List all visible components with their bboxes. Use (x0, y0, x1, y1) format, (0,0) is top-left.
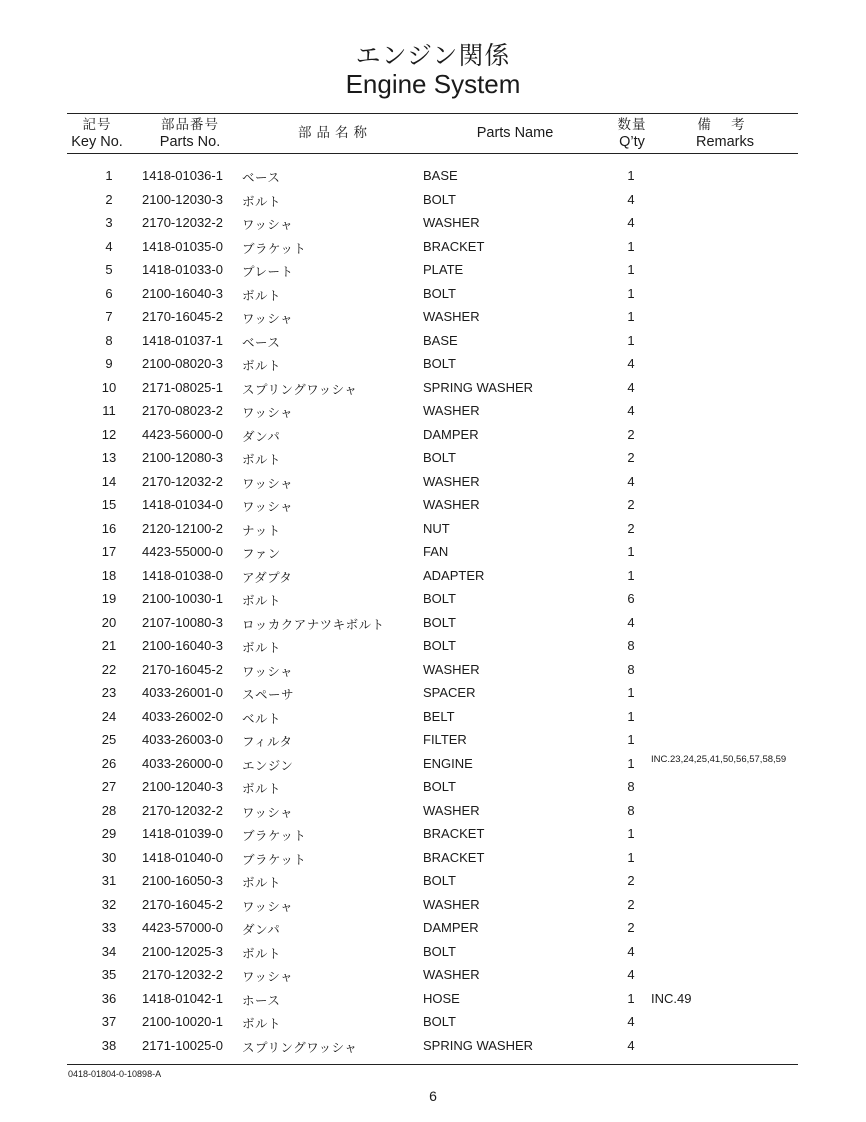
part-name-en: WASHER (423, 967, 480, 982)
part-name-en: WASHER (423, 802, 480, 818)
key-no: 26 (101, 755, 117, 771)
parts-no: 2100-16040-3 (142, 638, 223, 653)
parts-no: 2100-12040-3 (142, 779, 223, 794)
table-row (67, 846, 798, 870)
part-name-jp: ワッシャ (242, 969, 294, 984)
table-row (67, 1034, 798, 1058)
quantity: 1 (627, 567, 635, 583)
key-no: 13 (101, 450, 117, 465)
quantity: 4 (627, 1014, 635, 1029)
table-row (67, 822, 798, 846)
quantity: 1 (627, 732, 635, 747)
quantity: 1 (627, 285, 635, 301)
table-row (67, 916, 798, 940)
header-pno-jp: 部品番号 (161, 117, 219, 133)
table-row (67, 188, 798, 212)
part-name-jp: ブラケット (242, 851, 307, 867)
parts-no: 1418-01039-0 (142, 826, 223, 841)
key-no: 3 (105, 215, 113, 230)
key-no: 19 (101, 591, 117, 606)
table-row (67, 728, 798, 752)
quantity: 1 (627, 755, 635, 771)
quantity: 4 (627, 356, 635, 371)
key-no: 12 (101, 426, 117, 442)
part-name-jp: ブラケット (242, 240, 307, 256)
key-no: 9 (105, 356, 113, 371)
table-row (67, 470, 798, 494)
part-name-en: BOLT (423, 450, 456, 465)
quantity: 2 (627, 450, 635, 465)
quantity: 1 (627, 262, 635, 277)
key-no: 30 (101, 849, 117, 865)
table-row (67, 329, 798, 353)
part-name-en: PLATE (423, 262, 464, 277)
part-name-jp: エンジン (242, 757, 294, 773)
table-row (67, 517, 798, 541)
quantity: 4 (627, 943, 635, 959)
table-row (67, 305, 798, 329)
key-no: 36 (101, 990, 117, 1006)
part-name-jp: ボルト (242, 452, 282, 467)
quantity: 2 (627, 873, 635, 888)
header-pno-en: Parts No. (159, 134, 221, 150)
quantity: 1 (627, 238, 635, 254)
key-no: 4 (105, 238, 113, 254)
part-name-en: DAMPER (423, 426, 479, 442)
remarks: INC.49 (651, 990, 692, 1006)
part-name-en: BOLT (423, 614, 456, 630)
part-name-en: WASHER (423, 403, 480, 418)
table-row (67, 211, 798, 235)
table-row (67, 235, 798, 259)
table-row (67, 775, 798, 799)
part-name-en: ENGINE (423, 755, 473, 771)
key-no: 5 (105, 262, 113, 277)
table-row (67, 987, 798, 1011)
part-name-jp: ベルト (242, 710, 282, 726)
parts-no: 2107-10080-3 (142, 614, 223, 630)
part-name-jp: ボルト (242, 945, 282, 961)
parts-no: 2100-08020-3 (142, 356, 223, 371)
table-row (67, 423, 798, 447)
parts-no: 1418-01040-0 (142, 849, 223, 865)
part-name-en: WASHER (423, 497, 480, 512)
key-no: 34 (101, 943, 117, 959)
parts-no: 4423-56000-0 (142, 426, 223, 442)
key-no: 1 (105, 168, 113, 183)
part-name-jp: ボルト (242, 287, 282, 303)
part-name-en: BRACKET (423, 849, 485, 865)
key-no: 6 (105, 285, 113, 301)
key-no: 18 (101, 567, 117, 583)
part-name-en: BASE (423, 168, 458, 183)
quantity: 4 (627, 614, 635, 630)
parts-no: 2170-16045-2 (142, 896, 223, 912)
parts-no: 4033-26000-0 (142, 755, 223, 771)
table-row (67, 376, 798, 400)
key-no: 28 (101, 802, 117, 818)
quantity: 2 (627, 920, 635, 935)
table-row (67, 399, 798, 423)
parts-no: 1418-01036-1 (142, 168, 223, 183)
parts-no: 2100-12030-3 (142, 191, 223, 207)
quantity: 8 (627, 661, 635, 677)
key-no: 29 (101, 826, 117, 841)
part-name-en: BRACKET (423, 826, 485, 841)
part-name-en: WASHER (423, 896, 480, 912)
table-row (67, 799, 798, 823)
header-name-jp (280, 125, 390, 142)
parts-no: 4423-55000-0 (142, 544, 223, 559)
key-no: 35 (101, 967, 117, 982)
table-row (67, 681, 798, 705)
table-row (67, 634, 798, 658)
parts-no: 2170-08023-2 (142, 403, 223, 418)
quantity: 2 (627, 520, 635, 536)
key-no: 8 (105, 332, 113, 348)
quantity: 1 (627, 168, 635, 183)
part-name-jp: ワッシャ (242, 804, 294, 820)
header-top-rule (67, 113, 798, 114)
parts-no: 1418-01035-0 (142, 238, 223, 254)
parts-no: 2170-16045-2 (142, 309, 223, 324)
table-row (67, 705, 798, 729)
quantity: 1 (627, 990, 635, 1006)
parts-no: 1418-01033-0 (142, 262, 223, 277)
quantity: 2 (627, 426, 635, 442)
table-row (67, 869, 798, 893)
part-name-jp: ボルト (242, 193, 282, 209)
part-name-en: WASHER (423, 215, 480, 230)
parts-no: 2100-16050-3 (142, 873, 223, 888)
parts-no: 4033-26003-0 (142, 732, 223, 747)
part-name-jp: ファン (242, 546, 281, 561)
key-no: 11 (102, 403, 116, 418)
table-row (67, 658, 798, 682)
parts-no: 1418-01042-1 (142, 990, 223, 1006)
parts-no: 2170-12032-2 (142, 473, 223, 489)
part-name-jp: ダンパ (242, 428, 281, 444)
header-rem-en: Remarks (695, 134, 754, 150)
parts-no: 2170-16045-2 (142, 661, 223, 677)
part-name-en: SPACER (423, 685, 476, 700)
part-name-jp: ワッシャ (242, 405, 294, 420)
part-name-jp: ボルト (242, 358, 282, 373)
part-name-en: SPRING WASHER (423, 1037, 534, 1053)
table-row (67, 352, 798, 376)
key-no: 38 (101, 1037, 117, 1053)
header-name-en (465, 125, 565, 142)
part-name-jp: スペーサ (242, 687, 295, 702)
part-name-en: BOLT (423, 356, 456, 371)
table-row (67, 282, 798, 306)
part-name-jp: ベース (242, 334, 281, 350)
part-name-en: BOLT (423, 943, 456, 959)
parts-no: 2120-12100-2 (142, 520, 223, 536)
part-name-jp: ボルト (242, 875, 282, 890)
parts-no: 1418-01034-0 (142, 497, 223, 512)
quantity: 2 (627, 497, 635, 512)
quantity: 4 (627, 1037, 635, 1053)
part-name-jp: ワッシャ (242, 898, 294, 914)
header-qty (600, 117, 664, 151)
remarks: INC.23,24,25,41,50,56,57,58,59 (651, 753, 787, 765)
parts-no: 4423-57000-0 (142, 920, 223, 935)
key-no: 15 (101, 497, 117, 512)
part-name-en: BOLT (423, 285, 456, 301)
table-row (67, 893, 798, 917)
table-row (67, 540, 798, 564)
key-no: 22 (101, 661, 117, 677)
quantity: 1 (627, 826, 635, 841)
parts-no: 2170-12032-2 (142, 802, 223, 818)
key-no: 7 (105, 309, 113, 324)
header-name-jp-text: 部品名称 (298, 125, 372, 141)
header-parts-no (145, 117, 235, 151)
quantity: 1 (627, 849, 635, 865)
part-name-jp: ワッシャ (242, 217, 294, 232)
part-name-en: BOLT (423, 638, 456, 653)
part-name-jp: アダプタ (242, 569, 293, 585)
page-number: 6 (429, 1088, 437, 1104)
parts-list (67, 164, 798, 1057)
part-name-en: FILTER (423, 732, 467, 747)
document-number: 0418-01804-0-10898-A (68, 1069, 162, 1079)
part-name-en: HOSE (423, 990, 460, 1006)
header-key-en: Key No. (71, 134, 123, 150)
quantity: 1 (627, 332, 635, 348)
part-name-jp: ワッシャ (242, 663, 294, 679)
parts-no: 2171-08025-1 (142, 379, 223, 395)
quantity: 4 (627, 215, 635, 230)
parts-no: 2170-12032-2 (142, 967, 223, 982)
part-name-en: BOLT (423, 591, 456, 606)
part-name-jp: ボルト (242, 1016, 282, 1031)
table-row (67, 940, 798, 964)
part-name-jp: ロッカクアナツキボルト (242, 616, 385, 632)
key-no: 27 (101, 779, 117, 794)
key-no: 17 (101, 544, 117, 559)
parts-no: 2100-10030-1 (142, 591, 223, 606)
table-row (67, 446, 798, 470)
table-row (67, 963, 798, 987)
part-name-en: BOLT (423, 191, 456, 207)
part-name-jp: ベース (242, 170, 281, 185)
part-name-jp: ワッシャ (242, 499, 294, 514)
table-row (67, 1010, 798, 1034)
part-name-jp: ボルト (242, 593, 282, 608)
part-name-en: BELT (423, 708, 455, 724)
quantity: 4 (627, 403, 635, 418)
header-key-no (62, 117, 132, 151)
part-name-jp: ナット (242, 522, 281, 538)
quantity: 4 (627, 473, 635, 489)
header-remarks (680, 117, 770, 151)
key-no: 24 (101, 708, 117, 724)
header-qty-jp: 数量 (617, 117, 647, 133)
parts-no: 2100-10020-1 (142, 1014, 223, 1029)
parts-no: 4033-26002-0 (142, 708, 223, 724)
part-name-jp: ボルト (242, 640, 282, 655)
key-no: 32 (101, 896, 117, 912)
table-row (67, 587, 798, 611)
parts-no: 2100-12025-3 (142, 943, 223, 959)
part-name-en: WASHER (423, 661, 480, 677)
quantity: 8 (627, 802, 635, 818)
quantity: 8 (627, 638, 635, 653)
table-row (67, 611, 798, 635)
key-no: 23 (101, 685, 117, 700)
key-no: 20 (101, 614, 117, 630)
part-name-en: SPRING WASHER (423, 379, 534, 395)
header-rem-jp: 備 考 (697, 117, 753, 133)
part-name-jp: プレート (242, 264, 294, 279)
key-no: 2 (105, 191, 113, 207)
part-name-jp: スプリングワッシャ (242, 381, 358, 397)
key-no: 31 (101, 873, 117, 888)
table-row (67, 164, 798, 188)
header-name-en-text: Parts Name (476, 125, 554, 141)
key-no: 10 (101, 379, 117, 395)
quantity: 2 (627, 896, 635, 912)
key-no: 14 (101, 473, 117, 489)
table-row (67, 493, 798, 517)
part-name-jp: スプリングワッシャ (242, 1039, 358, 1055)
quantity: 4 (627, 379, 635, 395)
quantity: 1 (627, 708, 635, 724)
table-bottom-rule (67, 1064, 798, 1065)
parts-no: 2100-12080-3 (142, 450, 223, 465)
part-name-en: FAN (423, 544, 449, 559)
quantity: 4 (627, 191, 635, 207)
page-title-jp: エンジン関係 (355, 41, 511, 70)
part-name-en: BRACKET (423, 238, 485, 254)
parts-no: 1418-01038-0 (142, 567, 223, 583)
parts-no: 2170-12032-2 (142, 215, 223, 230)
quantity: 1 (627, 685, 635, 700)
key-no: 16 (101, 520, 117, 536)
quantity: 8 (627, 779, 635, 794)
header-bottom-rule (67, 153, 798, 154)
key-no: 21 (101, 638, 117, 653)
key-no: 25 (101, 732, 117, 747)
parts-no: 1418-01037-1 (142, 332, 223, 348)
part-name-en: WASHER (423, 309, 480, 324)
header-qty-en: Q’ty (619, 134, 645, 150)
key-no: 37 (101, 1014, 117, 1029)
part-name-en: BOLT (423, 873, 456, 888)
quantity: 4 (627, 967, 635, 982)
parts-no: 2100-16040-3 (142, 285, 223, 301)
table-row (67, 258, 798, 282)
part-name-en: NUT (423, 520, 450, 536)
part-name-jp: ダンパ (242, 922, 281, 937)
quantity: 6 (627, 591, 635, 606)
quantity: 1 (627, 544, 635, 559)
part-name-en: ADAPTER (423, 567, 485, 583)
key-no: 33 (101, 920, 117, 935)
part-name-en: BASE (423, 332, 458, 348)
part-name-jp: ワッシャ (242, 475, 294, 491)
page-title-en: Engine System (345, 69, 521, 99)
table-row (67, 752, 798, 776)
parts-no: 2171-10025-0 (142, 1037, 223, 1053)
part-name-en: WASHER (423, 473, 480, 489)
part-name-en: DAMPER (423, 920, 479, 935)
header-key-jp: 記号 (82, 117, 112, 133)
part-name-en: BOLT (423, 779, 456, 794)
part-name-jp: フィルタ (242, 734, 293, 749)
table-row (67, 564, 798, 588)
part-name-en: BOLT (423, 1014, 456, 1029)
part-name-jp: ブラケット (242, 828, 307, 843)
part-name-jp: ボルト (242, 781, 282, 796)
part-name-jp: ホース (242, 992, 281, 1008)
parts-no: 4033-26001-0 (142, 685, 223, 700)
quantity: 1 (627, 309, 635, 324)
part-name-jp: ワッシャ (242, 311, 294, 326)
